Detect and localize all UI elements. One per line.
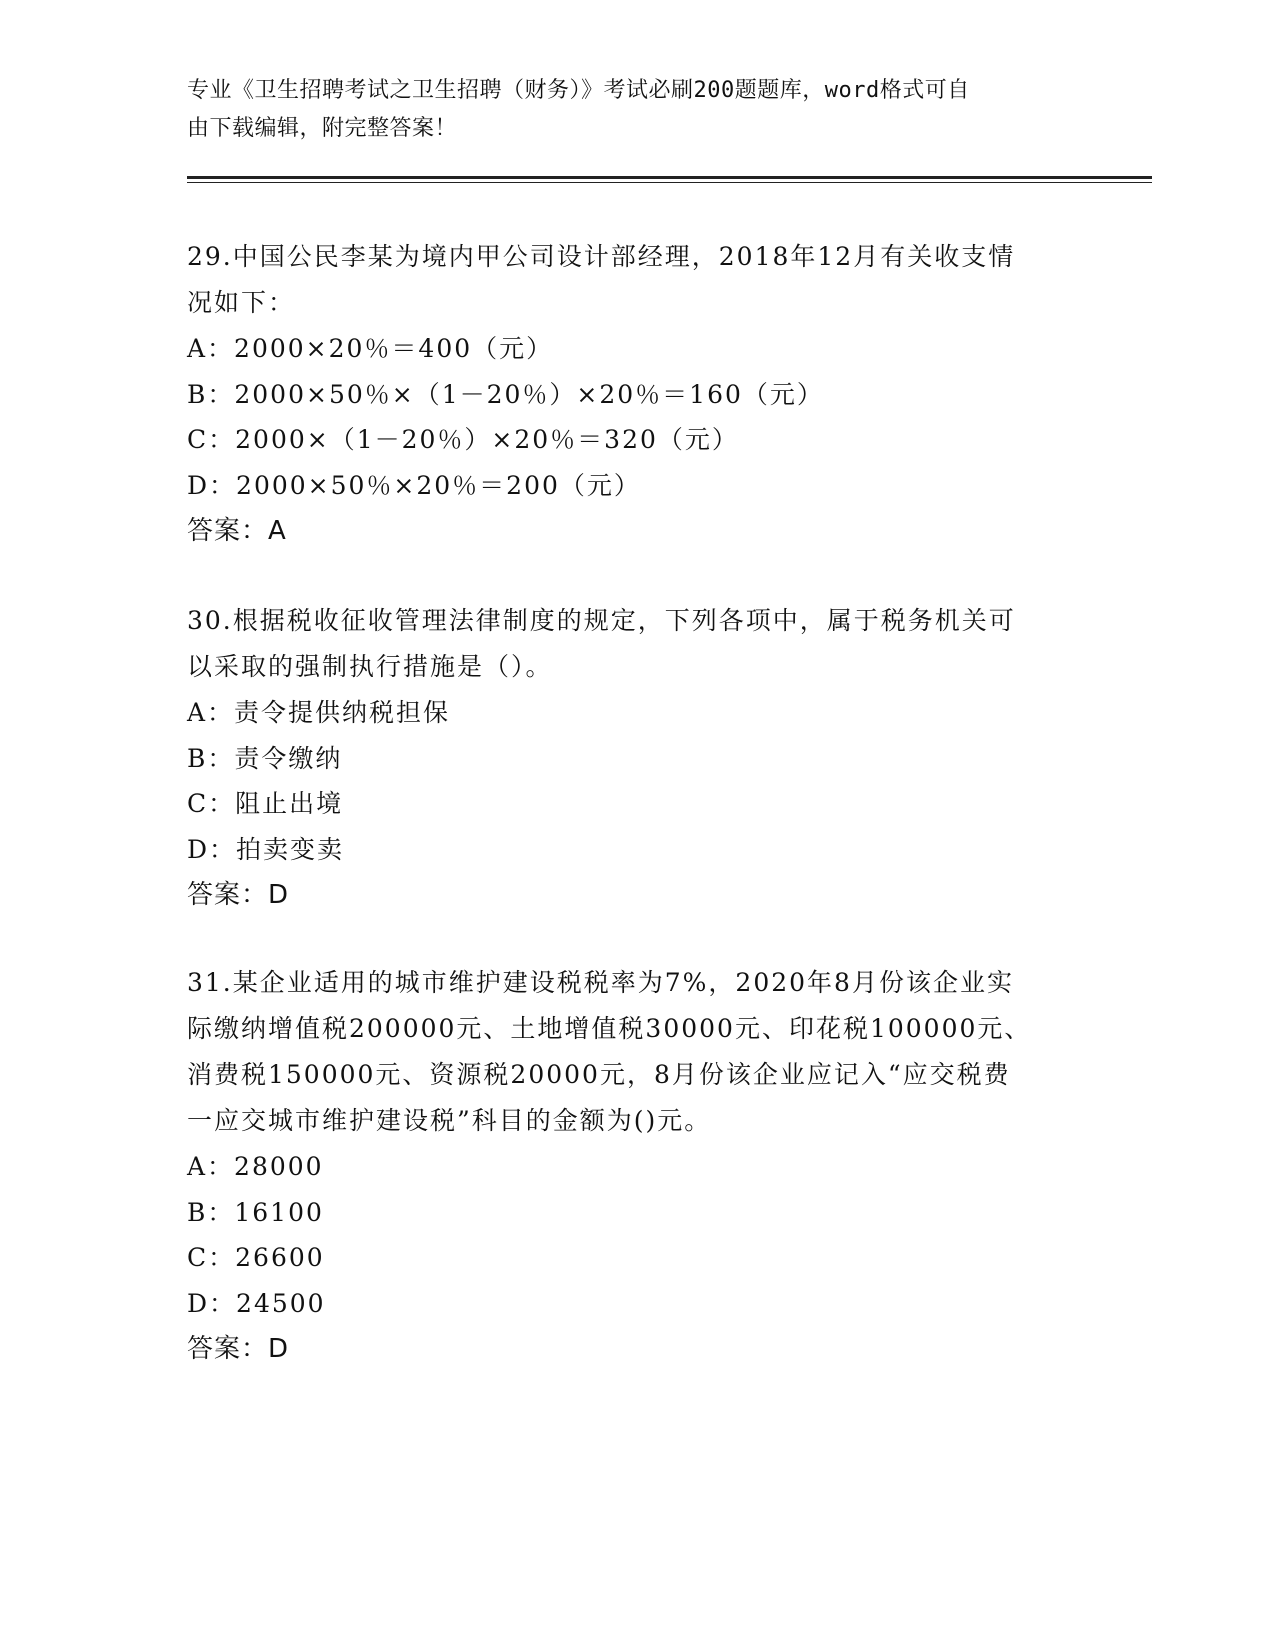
question-stem-line: 际缴纳增值税200000元、土地增值税30000元、印花税100000元、 [187, 1014, 1032, 1043]
option-a: A：责令提供纳税担保 [187, 698, 451, 727]
header-divider-thin [187, 182, 1152, 183]
option-b: B：16100 [187, 1197, 324, 1227]
question-stem-line: 一应交城市维护建设税”科目的金额为()元。 [187, 1106, 712, 1135]
answer-line: 答案：D [187, 1334, 290, 1364]
option-d: D：2000×50％×20％＝200（元） [187, 470, 641, 500]
header-divider-thick [187, 176, 1152, 179]
option-b: B：2000×50％×（1－20％）×20％＝160（元） [187, 379, 824, 409]
option-c: C：26600 [187, 1243, 325, 1272]
option-c: C：阻止出境 [187, 789, 344, 818]
question-30 [187, 598, 1087, 918]
question-31 [187, 960, 1087, 1372]
header-line-1: 专业《卫生招聘考试之卫生招聘（财务）》考试必刷200题题库，word格式可自 [187, 78, 970, 103]
option-a: A：2000×20％＝400（元） [187, 334, 554, 363]
question-stem-line: 29.中国公民李某为境内甲公司设计部经理，2018年12月有关收支情 [187, 242, 1016, 271]
option-d: D：24500 [187, 1288, 326, 1318]
answer-line: 答案：D [187, 880, 290, 910]
question-stem-line: 况如下： [187, 288, 296, 317]
question-stem-line: 以采取的强制执行措施是（）。 [187, 652, 553, 681]
answer-line: 答案：A [187, 516, 287, 546]
header-line-2: 由下载编辑，附完整答案！ [187, 116, 458, 141]
option-c: C：2000×（1－20％）×20％＝320（元） [187, 425, 739, 454]
option-d: D：拍卖变卖 [187, 834, 345, 864]
option-b: B：责令缴纳 [187, 743, 343, 773]
question-29 [187, 234, 1087, 554]
question-stem-line: 31.某企业适用的城市维护建设税税率为7%，2020年8月份该企业实 [187, 968, 1014, 997]
option-a: A：28000 [187, 1152, 324, 1181]
document-header [187, 72, 1067, 148]
question-stem-line: 消费税150000元、资源税20000元，8月份该企业应记入“应交税费 [187, 1060, 1011, 1089]
question-stem-line: 30.根据税收征收管理法律制度的规定，下列各项中，属于税务机关可 [187, 606, 1016, 635]
